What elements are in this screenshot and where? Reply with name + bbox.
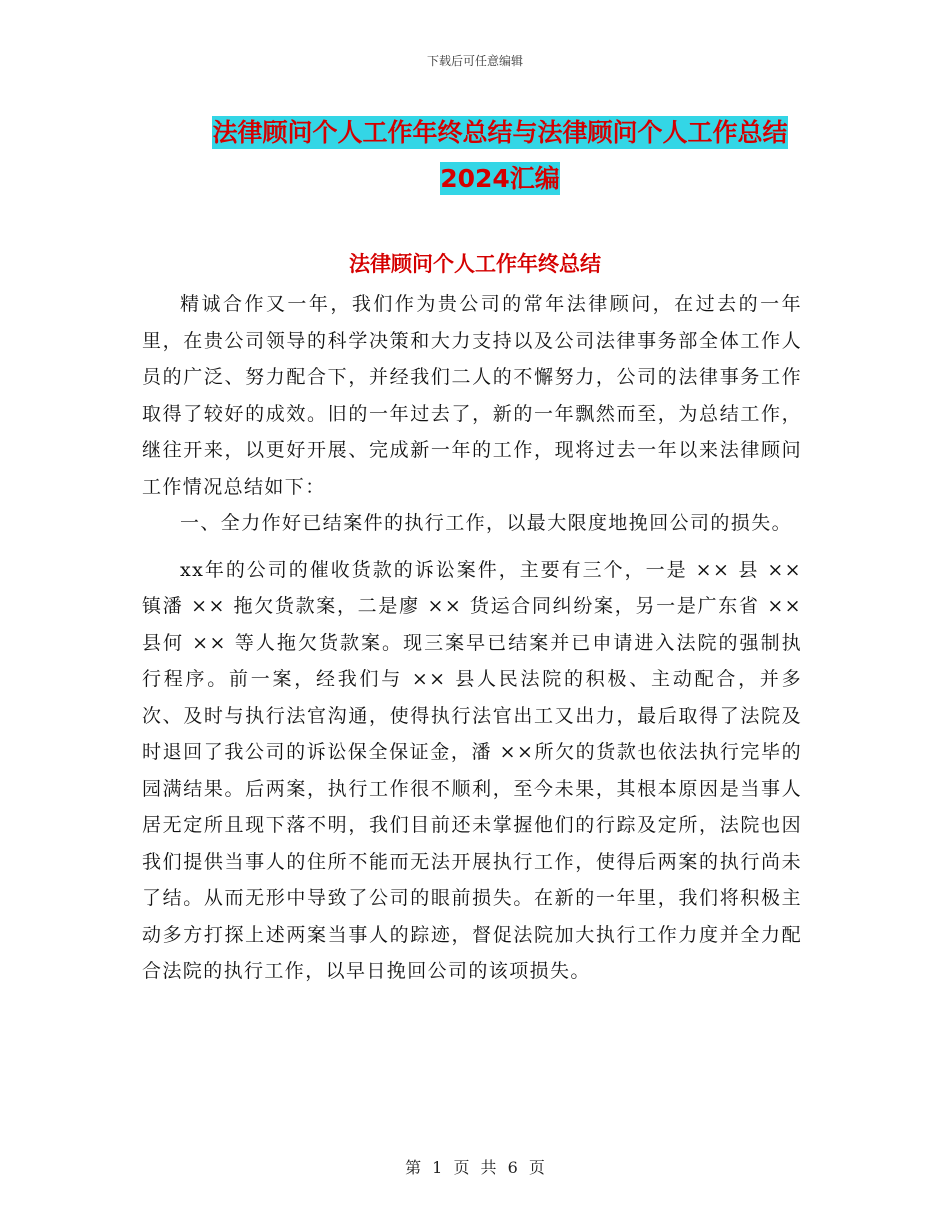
title-line-1: 法律顾问个人工作年终总结与法律顾问个人工作总结 <box>212 118 788 147</box>
paragraph-intro: 精诚合作又一年，我们作为贵公司的常年法律顾问，在过去的一年里，在贵公司领导的科学决策和大力支持以及公司法律事务部全体工作人员的广泛、努力配合下，并经我们二人的不懈努力，公司的法律事务工作取得了较好的成效。旧的一年过去了，新的一年飘然而至，为总结工作，继往开来，以更好开展、完成新一年的工作，现将过去一年以来法律顾问工作情况总结如下： <box>142 293 802 498</box>
section-title: 法律顾问个人工作年终总结 <box>349 252 601 276</box>
paragraph-heading-1: 一、全力作好已结案件的执行工作，以最大限度地挽回公司的损失。 <box>180 512 793 534</box>
title-line-2: 2024汇编 <box>440 164 560 193</box>
page-footer: 第 1 页 共 6 页 <box>405 1158 545 1177</box>
document-title <box>140 110 860 202</box>
document-body <box>142 286 802 990</box>
paragraph-cases: xx年的公司的催收货款的诉讼案件，主要有三个，一是 ×× 县 ×× 镇潘 ×× 拖欠货款案，二是廖 ×× 货运合同纠纷案，另一是广东省 ×× 县何 ×× 等人拖欠货款案。现三案早已结案并已申请进入法院的强制执行程序。前一案，经我们与 ×× 县人民法院的积极、主动配合，并多次、及时与执行法官沟通，使得执行法官出工又出力，最后取得了法院及时退回了我公司的诉讼保全保证金，潘 ××所欠的货款也依法执行完毕的园满结果。后两案，执行工作很不顺利，至今未果，其根本原因是当事人居无定所且现下落不明，我们目前还未掌握他们的行踪及定所，法院也因我们提供当事人的住所不能而无法开展执行工作，使得后两案的执行尚未了结。从而无形中导致了公司的眼前损失。在新的一年里，我们将积极主动多方打探上述两案当事人的踪迹，督促法院加大执行工作力度并全力配合法院的执行工作，以早日挽回公司的该项损失。 <box>142 558 802 982</box>
header-note: 下载后可任意编辑 <box>426 54 523 68</box>
